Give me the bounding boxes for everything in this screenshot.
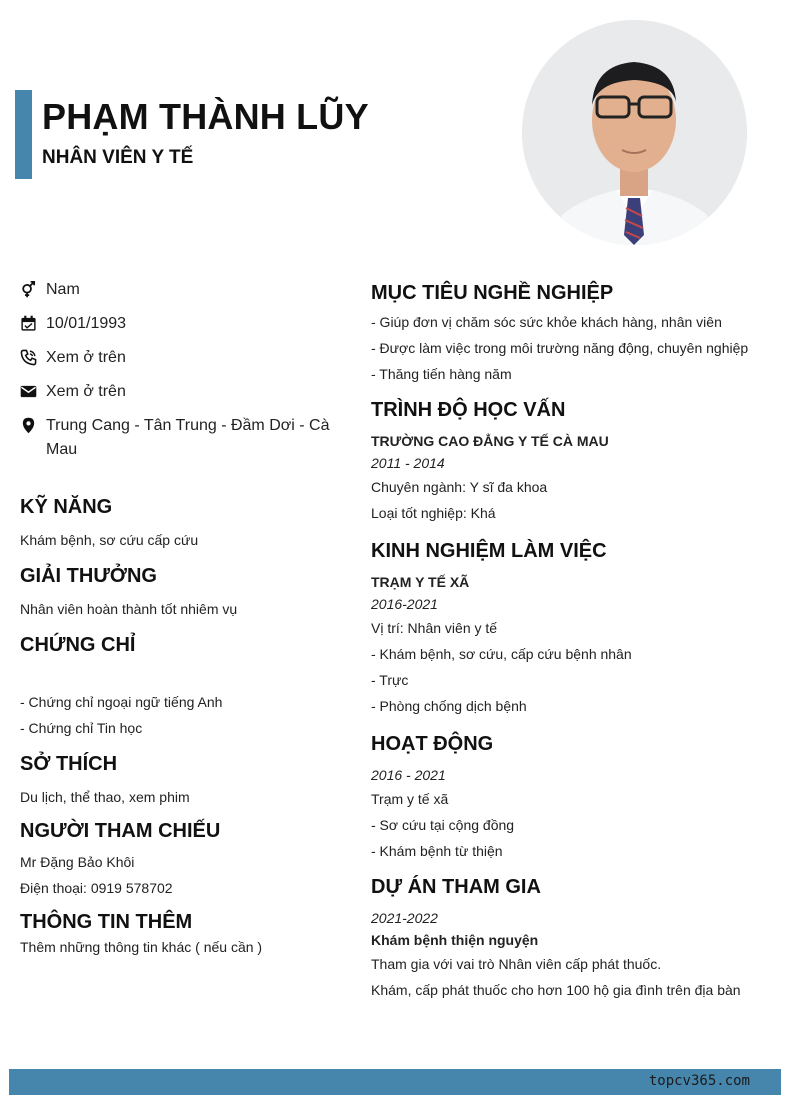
- contact-email-text: Xem ở trên: [46, 383, 126, 400]
- skills-text: Khám bệnh, sơ cứu cấp cứu: [20, 532, 199, 548]
- project-period: 2021-2022: [371, 910, 438, 926]
- objective-item: - Được làm việc trong môi trường năng động, chuyên nghiệp: [371, 340, 749, 356]
- location-icon: [20, 417, 37, 434]
- contact-address: [20, 414, 340, 462]
- footer-watermark: topcv365.com: [648, 1073, 750, 1089]
- gender-icon: [20, 281, 37, 298]
- phone-icon: [20, 349, 37, 366]
- hobbies-text: Du lịch, thể thao, xem phim: [20, 789, 190, 805]
- reference-phone: Điện thoại: 0919 578702: [20, 880, 173, 896]
- activity-item: - Khám bệnh từ thiện: [371, 843, 503, 859]
- more-info-text: Thêm những thông tin khác ( nếu cần ): [20, 939, 263, 955]
- profile-photo: [522, 20, 747, 245]
- experience-item: - Phòng chống dịch bệnh: [371, 698, 527, 714]
- calendar-icon: [20, 315, 37, 332]
- awards-text: Nhân viên hoàn thành tốt nhiêm vụ: [20, 601, 238, 617]
- experience-item: - Khám bệnh, sơ cứu, cấp cứu bệnh nhân: [371, 646, 632, 662]
- contact-email: [20, 380, 340, 404]
- email-icon: [20, 383, 37, 400]
- contact-phone-text: Xem ở trên: [46, 349, 126, 366]
- activities-period: 2016 - 2021: [371, 767, 446, 783]
- activities-org: Trạm y tế xã: [371, 791, 449, 807]
- hobbies-title: SỞ THÍCH: [20, 753, 118, 775]
- experience-position: Vị trí: Nhân viên y tế: [371, 620, 498, 636]
- certificate-item: - Chứng chỉ ngoại ngữ tiếng Anh: [20, 694, 223, 710]
- objective-item: - Thăng tiến hàng năm: [371, 366, 512, 382]
- projects-title: DỰ ÁN THAM GIA: [371, 876, 541, 898]
- education-major: Chuyên ngành: Y sĩ đa khoa: [371, 479, 548, 495]
- experience-title: KINH NGHIỆM LÀM VIỆC: [371, 540, 607, 562]
- experience-period: 2016-2021: [371, 596, 438, 612]
- contact-phone: [20, 346, 340, 370]
- experience-item: - Trực: [371, 672, 409, 688]
- contact-birthday: [20, 312, 340, 336]
- project-name: Khám bệnh thiện nguyện: [371, 932, 539, 948]
- contact-gender: [20, 278, 340, 302]
- contact-address-text: Trung Cang - Tân Trung - Đầm Dơi - Cà Mau: [46, 417, 330, 458]
- experience-company: TRẠM Y TẾ XÃ: [371, 574, 470, 590]
- reference-name: Mr Đặng Bảo Khôi: [20, 854, 135, 870]
- project-role: Tham gia với vai trò Nhân viên cấp phát thuốc.: [371, 956, 662, 972]
- more-info-title: THÔNG TIN THÊM: [20, 911, 193, 933]
- awards-title: GIẢI THƯỞNG: [20, 565, 157, 587]
- objective-item: - Giúp đơn vị chăm sóc sức khỏe khách hàng, nhân viên: [371, 314, 722, 330]
- certificates-title: CHỨNG CHỈ: [20, 634, 136, 656]
- candidate-name: PHẠM THÀNH LŨY: [42, 96, 369, 137]
- contact-gender-text: Nam: [46, 281, 80, 298]
- accent-bar: [15, 90, 32, 179]
- education-period: 2011 - 2014: [371, 455, 445, 471]
- objective-title: MỤC TIÊU NGHỀ NGHIỆP: [371, 282, 614, 304]
- left-column: [20, 278, 340, 960]
- skills-title: KỸ NĂNG: [20, 496, 113, 518]
- certificate-item: - Chứng chỉ Tin học: [20, 720, 143, 736]
- education-school: TRƯỜNG CAO ĐẲNG Y TẾ CÀ MAU: [371, 433, 609, 449]
- job-title: NHÂN VIÊN Y TẾ: [42, 147, 194, 168]
- project-desc: Khám, cấp phát thuốc cho hơn 100 hộ gia đình trên địa bàn: [371, 982, 741, 998]
- footer-bar: [9, 1069, 781, 1095]
- references-title: NGƯỜI THAM CHIẾU: [20, 820, 221, 842]
- right-column: [371, 282, 771, 1003]
- activity-item: - Sơ cứu tại cộng đồng: [371, 817, 515, 833]
- activities-title: HOẠT ĐỘNG: [371, 733, 494, 755]
- contact-birthday-text: 10/01/1993: [46, 315, 127, 332]
- education-grade: Loại tốt nghiệp: Khá: [371, 505, 496, 521]
- education-title: TRÌNH ĐỘ HỌC VẤN: [371, 399, 566, 421]
